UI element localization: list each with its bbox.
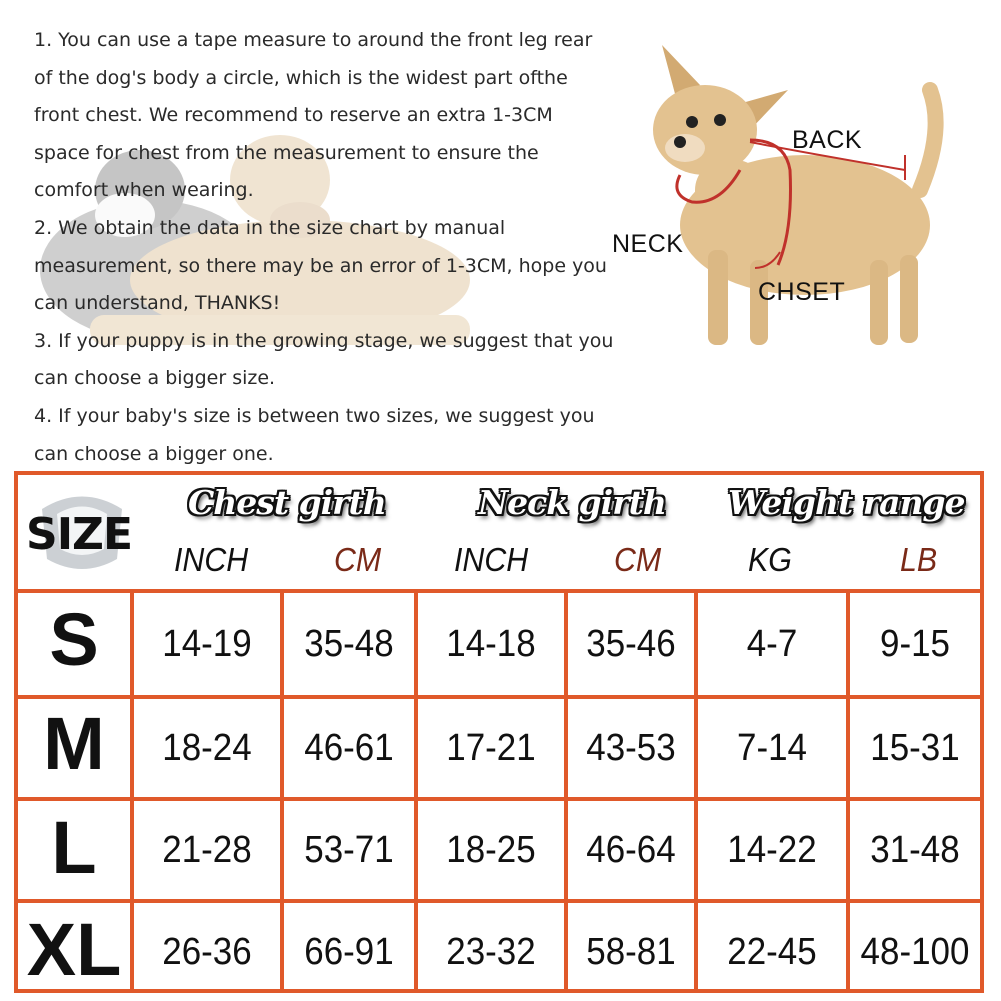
back-label: BACK [792, 126, 863, 154]
chest-inch-cell: 14-19 [162, 623, 252, 665]
neck-cm-cell: 46-64 [586, 829, 676, 871]
weight-kg-cell: 4-7 [746, 623, 798, 665]
neck-cm-cell: 35-46 [586, 623, 676, 665]
chest-cm-cell: 35-48 [304, 623, 394, 665]
unit-neck-inch: INCH [454, 541, 529, 578]
size-column-heading: SIZE [26, 509, 133, 560]
weight-kg-cell: 7-14 [737, 727, 807, 769]
chest-girth-heading: Chest girth [188, 483, 386, 522]
neck-label: NECK [612, 230, 684, 258]
instruction-1: 1. You can use a tape measure to around the front leg rear of the dog's body a circle, which is the widest part ofthe front chest. We recommend to reserve an extra 1-3CM space for chest from the measurement to ensure the comfort when wearing. [34, 29, 593, 202]
size-letter: S [49, 598, 99, 681]
chest-inch-cell: 18-24 [162, 727, 252, 769]
measurement-instructions [34, 22, 614, 473]
chest-inch-cell: 26-36 [162, 931, 252, 973]
unit-weight-kg: KG [748, 541, 792, 578]
chest-inch-cell: 21-28 [162, 829, 252, 871]
chihuahua-illustration [600, 30, 990, 360]
size-grid [18, 589, 980, 993]
size-letter: M [43, 702, 105, 785]
weight-lb-cell: 48-100 [860, 931, 970, 973]
chest-cm-cell: 66-91 [304, 931, 394, 973]
neck-inch-cell: 17-21 [446, 727, 536, 769]
size-letter: XL [26, 908, 122, 991]
neck-inch-cell: 18-25 [446, 829, 536, 871]
neck-inch-cell: 23-32 [446, 931, 536, 973]
table-header [18, 475, 980, 589]
weight-range-heading: Weight range [728, 483, 965, 522]
instruction-2: 2. We obtain the data in the size chart by manual measurement, so there may be an error of 1-3CM, hope you can understand, THANKS! [34, 216, 607, 315]
unit-neck-cm: CM [614, 541, 662, 578]
size-chart-table [14, 471, 984, 993]
chest-cm-cell: 53-71 [304, 829, 394, 871]
unit-chest-inch: INCH [174, 541, 249, 578]
neck-cm-cell: 58-81 [586, 931, 676, 973]
weight-lb-cell: 31-48 [870, 829, 960, 871]
neck-inch-cell: 14-18 [446, 623, 536, 665]
chest-cm-cell: 46-61 [304, 727, 394, 769]
unit-chest-cm: CM [334, 541, 382, 578]
neck-cm-cell: 43-53 [586, 727, 676, 769]
chest-label: CHSET [758, 278, 846, 306]
weight-kg-cell: 22-45 [727, 931, 817, 973]
weight-lb-cell: 9-15 [880, 623, 950, 665]
weight-lb-cell: 15-31 [870, 727, 960, 769]
table-row-xl [18, 899, 980, 997]
neck-girth-heading: Neck girth [478, 483, 666, 522]
weight-kg-cell: 14-22 [727, 829, 817, 871]
dog-measurement-figure [600, 30, 990, 360]
size-badge [22, 487, 140, 577]
table-row-s [18, 593, 980, 691]
instruction-4: 4. If your baby's size is between two sizes, we suggest you can choose a bigger one. [34, 404, 595, 465]
table-row-m [18, 695, 980, 793]
size-letter: L [51, 806, 97, 889]
unit-weight-lb: LB [900, 541, 938, 578]
table-row-l [18, 797, 980, 895]
instruction-3: 3. If your puppy is in the growing stage, we suggest that you can choose a bigger size. [34, 329, 614, 390]
